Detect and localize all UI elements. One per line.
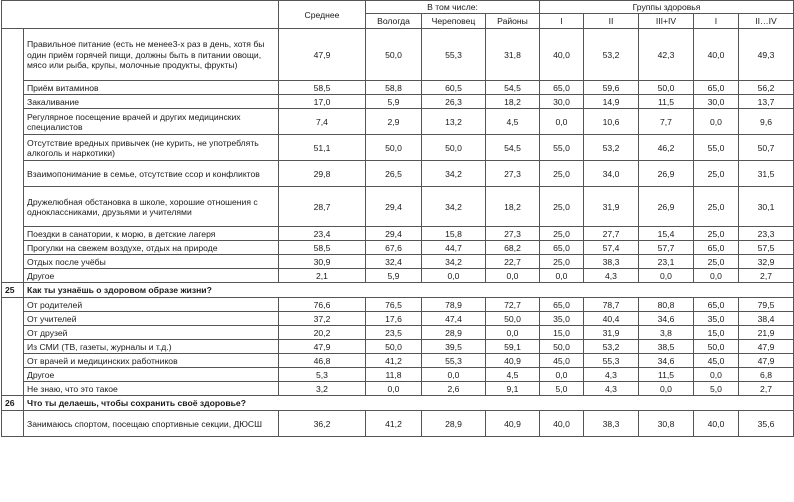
value-cell: 0,0 — [639, 382, 694, 396]
value-cell: 18,2 — [486, 95, 540, 109]
mean-value: 58,5 — [279, 81, 366, 95]
value-cell: 0,0 — [694, 269, 739, 283]
table-row — [2, 241, 794, 255]
value-cell: 15,4 — [639, 227, 694, 241]
value-cell: 4,5 — [486, 109, 540, 135]
value-cell: 50,0 — [540, 340, 584, 354]
value-cell: 40,0 — [540, 411, 584, 437]
value-cell: 17,6 — [366, 312, 422, 326]
value-cell: 40,0 — [540, 29, 584, 81]
value-cell: 50,0 — [366, 340, 422, 354]
table-row — [2, 161, 794, 187]
header-subcol: Череповец — [422, 14, 486, 29]
value-cell: 0,0 — [694, 109, 739, 135]
value-cell: 55,0 — [540, 135, 584, 161]
value-cell: 53,2 — [584, 340, 639, 354]
value-cell: 80,8 — [639, 298, 694, 312]
value-cell: 25,0 — [694, 227, 739, 241]
value-cell: 22,7 — [486, 255, 540, 269]
value-cell: 4,5 — [486, 368, 540, 382]
value-cell: 25,0 — [540, 255, 584, 269]
table-header — [2, 1, 794, 29]
value-cell: 25,0 — [694, 161, 739, 187]
value-cell: 40,0 — [694, 29, 739, 81]
table-row — [2, 326, 794, 340]
answer-label: От учителей — [24, 312, 279, 326]
value-cell: 31,9 — [584, 326, 639, 340]
value-cell: 0,0 — [486, 326, 540, 340]
value-cell: 0,0 — [486, 269, 540, 283]
value-cell: 31,8 — [486, 29, 540, 81]
table-row — [2, 354, 794, 368]
table-row — [2, 255, 794, 269]
table-row — [2, 312, 794, 326]
value-cell: 25,0 — [694, 187, 739, 227]
value-cell: 40,9 — [486, 354, 540, 368]
value-cell: 31,5 — [739, 161, 794, 187]
value-cell: 47,4 — [422, 312, 486, 326]
value-cell: 30,0 — [694, 95, 739, 109]
value-cell: 34,6 — [639, 354, 694, 368]
table-row — [2, 135, 794, 161]
answer-label: Прогулки на свежем воздухе, отдых на природе — [24, 241, 279, 255]
mean-value: 36,2 — [279, 411, 366, 437]
value-cell: 35,6 — [739, 411, 794, 437]
value-cell: 27,7 — [584, 227, 639, 241]
value-cell: 26,3 — [422, 95, 486, 109]
value-cell: 38,3 — [584, 255, 639, 269]
table-row — [2, 109, 794, 135]
table-row — [2, 29, 794, 81]
header-subcol: I — [540, 14, 584, 29]
value-cell: 45,0 — [694, 354, 739, 368]
mean-value: 17,0 — [279, 95, 366, 109]
value-cell: 23,1 — [639, 255, 694, 269]
value-cell: 27,3 — [486, 227, 540, 241]
value-cell: 54,5 — [486, 81, 540, 95]
answer-label: Закаливание — [24, 95, 279, 109]
value-cell: 28,9 — [422, 326, 486, 340]
value-cell: 11,8 — [366, 368, 422, 382]
value-cell: 57,4 — [584, 241, 639, 255]
value-cell: 56,2 — [739, 81, 794, 95]
value-cell: 4,3 — [584, 368, 639, 382]
value-cell: 76,5 — [366, 298, 422, 312]
survey-table — [1, 0, 794, 437]
value-cell: 65,0 — [694, 241, 739, 255]
value-cell: 57,5 — [739, 241, 794, 255]
value-cell: 35,0 — [540, 312, 584, 326]
row-number-cell — [2, 298, 24, 396]
section-title: Как ты узнаёшь о здоровом образе жизни? — [24, 283, 794, 298]
value-cell: 53,2 — [584, 29, 639, 81]
mean-value: 37,2 — [279, 312, 366, 326]
value-cell: 30,8 — [639, 411, 694, 437]
answer-label: Из СМИ (ТВ, газеты, журналы и т.д.) — [24, 340, 279, 354]
value-cell: 38,5 — [639, 340, 694, 354]
answer-label: Отсутствие вредных привычек (не курить, не употреблять алкоголь и наркотики) — [24, 135, 279, 161]
value-cell: 3,8 — [639, 326, 694, 340]
value-cell: 79,5 — [739, 298, 794, 312]
value-cell: 35,0 — [694, 312, 739, 326]
value-cell: 25,0 — [694, 255, 739, 269]
answer-label: Другое — [24, 269, 279, 283]
value-cell: 32,9 — [739, 255, 794, 269]
value-cell: 59,1 — [486, 340, 540, 354]
value-cell: 32,4 — [366, 255, 422, 269]
value-cell: 40,0 — [694, 411, 739, 437]
value-cell: 2,7 — [739, 269, 794, 283]
value-cell: 55,3 — [422, 354, 486, 368]
value-cell: 31,9 — [584, 187, 639, 227]
value-cell: 29,4 — [366, 187, 422, 227]
value-cell: 11,5 — [639, 368, 694, 382]
value-cell: 42,3 — [639, 29, 694, 81]
table-row — [2, 368, 794, 382]
value-cell: 2,9 — [366, 109, 422, 135]
value-cell: 29,4 — [366, 227, 422, 241]
value-cell: 23,5 — [366, 326, 422, 340]
value-cell: 0,0 — [694, 368, 739, 382]
value-cell: 50,0 — [486, 312, 540, 326]
value-cell: 14,9 — [584, 95, 639, 109]
value-cell: 40,9 — [486, 411, 540, 437]
table-row — [2, 298, 794, 312]
value-cell: 53,2 — [584, 135, 639, 161]
header-subcol: Районы — [486, 14, 540, 29]
value-cell: 44,7 — [422, 241, 486, 255]
value-cell: 59,6 — [584, 81, 639, 95]
value-cell: 0,0 — [422, 269, 486, 283]
mean-value: 28,7 — [279, 187, 366, 227]
value-cell: 11,5 — [639, 95, 694, 109]
answer-label: Поездки в санатории, к морю, в детские лагеря — [24, 227, 279, 241]
value-cell: 27,3 — [486, 161, 540, 187]
value-cell: 55,3 — [422, 29, 486, 81]
value-cell: 15,8 — [422, 227, 486, 241]
value-cell: 34,0 — [584, 161, 639, 187]
value-cell: 13,2 — [422, 109, 486, 135]
value-cell: 2,6 — [422, 382, 486, 396]
value-cell: 45,0 — [540, 354, 584, 368]
header-health-groups: Группы здоровья — [540, 1, 794, 14]
value-cell: 41,2 — [366, 411, 422, 437]
value-cell: 25,0 — [540, 227, 584, 241]
value-cell: 0,0 — [540, 109, 584, 135]
value-cell: 0,0 — [639, 269, 694, 283]
value-cell: 38,4 — [739, 312, 794, 326]
mean-value: 58,5 — [279, 241, 366, 255]
table-row — [2, 269, 794, 283]
value-cell: 41,2 — [366, 354, 422, 368]
value-cell: 78,9 — [422, 298, 486, 312]
answer-label: От врачей и медицинских работников — [24, 354, 279, 368]
table-row — [2, 81, 794, 95]
mean-value: 5,3 — [279, 368, 366, 382]
value-cell: 0,0 — [366, 382, 422, 396]
value-cell: 5,9 — [366, 269, 422, 283]
value-cell: 55,0 — [694, 135, 739, 161]
table-row — [2, 411, 794, 437]
value-cell: 4,3 — [584, 382, 639, 396]
mean-value: 29,8 — [279, 161, 366, 187]
value-cell: 18,2 — [486, 187, 540, 227]
row-number-cell — [2, 411, 24, 437]
value-cell: 15,0 — [540, 326, 584, 340]
value-cell: 15,0 — [694, 326, 739, 340]
header-subcol: II — [584, 14, 639, 29]
mean-value: 23,4 — [279, 227, 366, 241]
section-title: Что ты делаешь, чтобы сохранить своё здоровье? — [24, 396, 794, 411]
row-number-cell — [2, 29, 24, 283]
value-cell: 5,0 — [694, 382, 739, 396]
value-cell: 34,2 — [422, 255, 486, 269]
value-cell: 30,1 — [739, 187, 794, 227]
value-cell: 39,5 — [422, 340, 486, 354]
answer-label: Взаимопонимание в семье, отсутствие ссор и конфликтов — [24, 161, 279, 187]
value-cell: 0,0 — [540, 368, 584, 382]
value-cell: 34,2 — [422, 161, 486, 187]
value-cell: 5,0 — [540, 382, 584, 396]
value-cell: 4,3 — [584, 269, 639, 283]
value-cell: 60,5 — [422, 81, 486, 95]
value-cell: 0,0 — [422, 368, 486, 382]
mean-value: 47,9 — [279, 340, 366, 354]
section-header-row — [2, 283, 794, 298]
header-subcol: I — [694, 14, 739, 29]
value-cell: 5,9 — [366, 95, 422, 109]
value-cell: 57,7 — [639, 241, 694, 255]
table-row — [2, 227, 794, 241]
value-cell: 65,0 — [540, 81, 584, 95]
value-cell: 65,0 — [694, 81, 739, 95]
value-cell: 40,4 — [584, 312, 639, 326]
mean-value: 20,2 — [279, 326, 366, 340]
table-body — [2, 29, 794, 437]
answer-label: Другое — [24, 368, 279, 382]
mean-value: 30,9 — [279, 255, 366, 269]
value-cell: 25,0 — [540, 187, 584, 227]
table-row — [2, 382, 794, 396]
section-header-row — [2, 396, 794, 411]
table-row — [2, 95, 794, 109]
header-including: В том числе: — [366, 1, 540, 14]
value-cell: 50,0 — [639, 81, 694, 95]
value-cell: 50,0 — [422, 135, 486, 161]
value-cell: 54,5 — [486, 135, 540, 161]
answer-label: Отдых после учёбы — [24, 255, 279, 269]
value-cell: 65,0 — [540, 298, 584, 312]
answer-label: От родителей — [24, 298, 279, 312]
value-cell: 50,7 — [739, 135, 794, 161]
value-cell: 72,7 — [486, 298, 540, 312]
mean-value: 2,1 — [279, 269, 366, 283]
value-cell: 9,1 — [486, 382, 540, 396]
value-cell: 78,7 — [584, 298, 639, 312]
value-cell: 68,2 — [486, 241, 540, 255]
mean-value: 47,9 — [279, 29, 366, 81]
header-mean: Среднее — [279, 1, 366, 29]
value-cell: 2,7 — [739, 382, 794, 396]
header-subcol: Вологда — [366, 14, 422, 29]
mean-value: 7,4 — [279, 109, 366, 135]
value-cell: 28,9 — [422, 411, 486, 437]
table-row — [2, 187, 794, 227]
value-cell: 6,8 — [739, 368, 794, 382]
mean-value: 46,8 — [279, 354, 366, 368]
value-cell: 25,0 — [540, 161, 584, 187]
table-row — [2, 340, 794, 354]
mean-value: 76,6 — [279, 298, 366, 312]
value-cell: 65,0 — [540, 241, 584, 255]
value-cell: 30,0 — [540, 95, 584, 109]
value-cell: 26,5 — [366, 161, 422, 187]
value-cell: 55,3 — [584, 354, 639, 368]
mean-value: 3,2 — [279, 382, 366, 396]
value-cell: 50,0 — [366, 135, 422, 161]
value-cell: 47,9 — [739, 354, 794, 368]
value-cell: 49,3 — [739, 29, 794, 81]
mean-value: 51,1 — [279, 135, 366, 161]
value-cell: 26,9 — [639, 161, 694, 187]
value-cell: 23,3 — [739, 227, 794, 241]
value-cell: 10,6 — [584, 109, 639, 135]
value-cell: 34,2 — [422, 187, 486, 227]
answer-label: От друзей — [24, 326, 279, 340]
answer-label: Регулярное посещение врачей и других медицинских специалистов — [24, 109, 279, 135]
value-cell: 67,6 — [366, 241, 422, 255]
section-number: 25 — [2, 283, 24, 298]
value-cell: 65,0 — [694, 298, 739, 312]
header-subcol: III+IV — [639, 14, 694, 29]
value-cell: 9,6 — [739, 109, 794, 135]
value-cell: 46,2 — [639, 135, 694, 161]
section-number: 26 — [2, 396, 24, 411]
value-cell: 13,7 — [739, 95, 794, 109]
value-cell: 26,9 — [639, 187, 694, 227]
answer-label: Не знаю, что это такое — [24, 382, 279, 396]
value-cell: 50,0 — [694, 340, 739, 354]
value-cell: 21,9 — [739, 326, 794, 340]
header-subcol: II…IV — [739, 14, 794, 29]
value-cell: 38,3 — [584, 411, 639, 437]
value-cell: 58,8 — [366, 81, 422, 95]
value-cell: 34,6 — [639, 312, 694, 326]
answer-label: Занимаюсь спортом, посещаю спортивные секции, ДЮСШ — [24, 411, 279, 437]
value-cell: 7,7 — [639, 109, 694, 135]
value-cell: 0,0 — [540, 269, 584, 283]
value-cell: 50,0 — [366, 29, 422, 81]
value-cell: 47,9 — [739, 340, 794, 354]
answer-label: Приём витаминов — [24, 81, 279, 95]
answer-label: Правильное питание (есть не менее3-х раз в день, хотя бы один приём горячей пищи, должны быть в питании овощи, мясо или рыба, крупы, молочные продукты, фрукты) — [24, 29, 279, 81]
answer-label: Дружелюбная обстановка в школе, хорошие отношения с одноклассниками, друзьями и учителями — [24, 187, 279, 227]
header-label-cell — [2, 1, 279, 29]
